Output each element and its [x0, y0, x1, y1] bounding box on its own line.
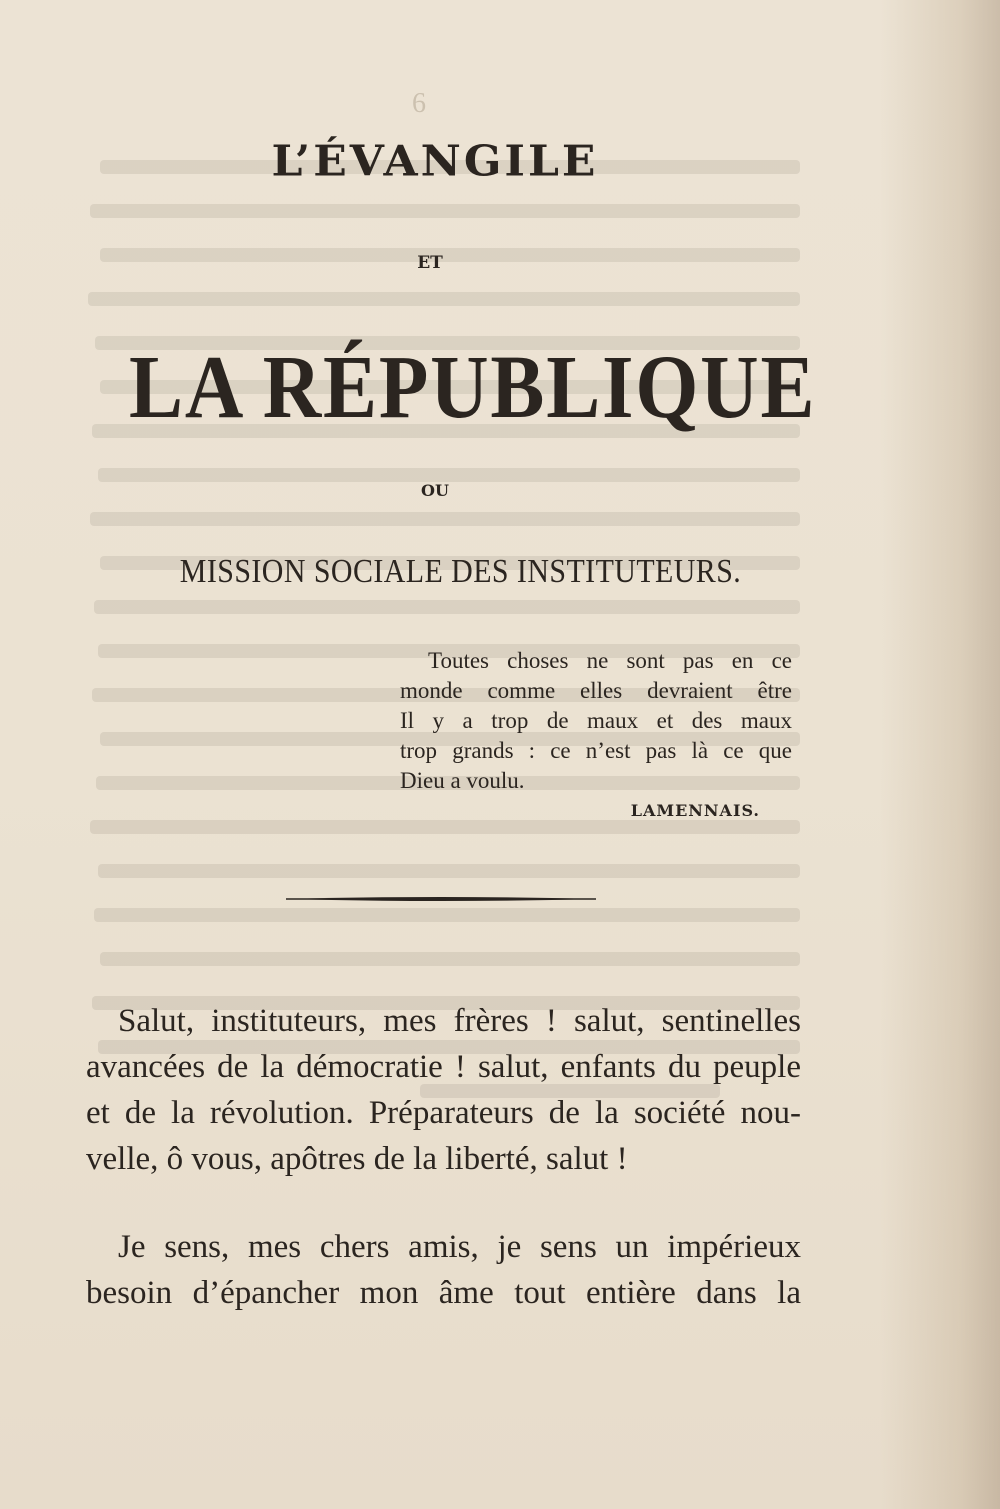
paragraph-line: velle, ô vous, apôtres de la liberté, salut ! — [86, 1141, 628, 1177]
paragraph-line: avancées de la démocratie ! salut, enfants du peuple — [86, 1049, 801, 1085]
epigraph-line: Dieu a voulu. — [400, 768, 525, 793]
paragraph-line: Salut, instituteurs, mes frères ! salut, sentinelles — [118, 1003, 801, 1039]
decorative-rule — [286, 896, 596, 902]
epigraph-line: trop grands : ce n’est pas là ce que — [400, 738, 792, 763]
conjunction-et: ET — [417, 253, 443, 273]
title-republique: LA RÉPUBLIQUE — [129, 338, 817, 437]
title-evangile: L’ÉVANGILE — [271, 137, 599, 186]
paragraph-line: besoin d’épancher mon âme tout entière dans la — [86, 1275, 801, 1311]
body-paragraph-2 — [86, 1224, 801, 1316]
page-number-ghost: 6 — [412, 88, 426, 119]
body-paragraph-1 — [86, 998, 801, 1182]
epigraph-line: monde comme elles devraient être — [400, 678, 792, 703]
epigraph-line: Toutes choses ne sont pas en ce — [428, 648, 792, 673]
epigraph — [400, 646, 792, 796]
paragraph-line: Je sens, mes chers amis, je sens un impérieux — [118, 1229, 801, 1265]
paragraph-line: et de la révolution. Préparateurs de la société nou- — [86, 1095, 801, 1131]
epigraph-line: Il y a trop de maux et des maux — [400, 708, 792, 733]
conjunction-ou: OU — [421, 481, 449, 500]
subtitle-mission: MISSION SOCIALE DES INSTITUTEURS. — [179, 553, 742, 590]
epigraph-attribution: LAMENNAIS. — [630, 801, 760, 820]
